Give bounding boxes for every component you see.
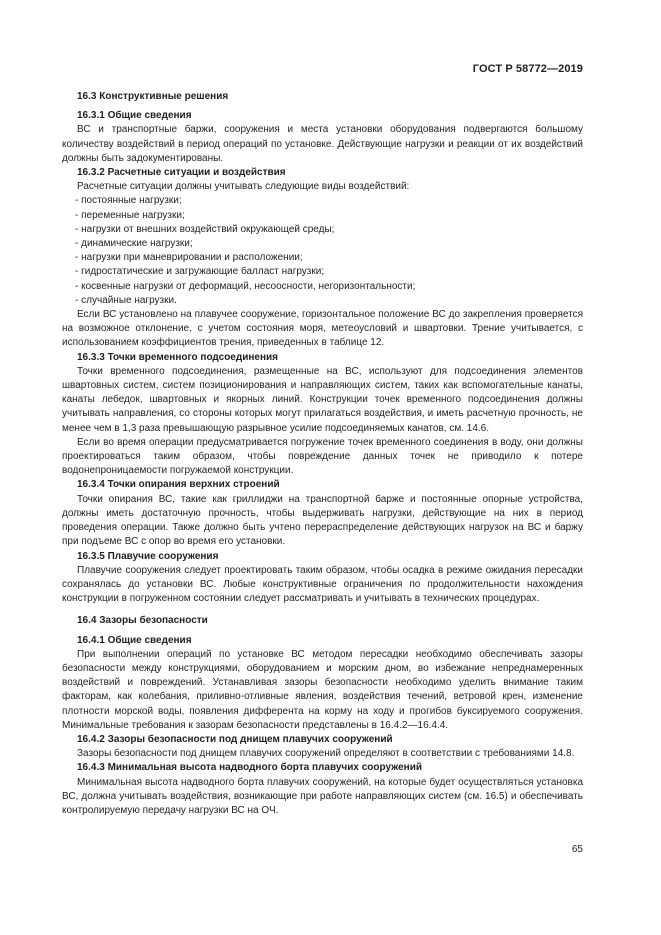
subsection-heading: 16.3.2 Расчетные ситуации и воздействия	[77, 167, 286, 179]
list-item: - нагрузки от внешних воздействий окружающей среды;	[75, 223, 335, 235]
list-item: - динамические нагрузки;	[75, 238, 193, 250]
paragraph: Если во время операции предусматривается погружение точек временного соединения в воду, они должны проектироваться таким образом, чтобы повреждение данных точек не приводило к потере водонепроницаемости погружаемой конструкции.	[62, 436, 583, 477]
subsection-heading: 16.3.3 Точки временного подсоединения	[77, 351, 278, 363]
paragraph: Точки опирания ВС, такие как гриллиджи на транспортной барже и постоянные опорные устройства, должны иметь достаточную прочность, чтобы выдерживать нагрузки, действующие на них в период проведения операции. Также должно быть учтено перераспределение действующих нагрузок на ВС и баржу при подъеме ВС с опор во время его установки.	[62, 493, 583, 548]
paragraph: ВС и транспортные баржи, сооружения и места установки оборудования подвергаются большому количеству воздействий в период операций по установке. Действующие нагрузки и реакции от их воздействий должны быть задокументированы.	[62, 124, 583, 164]
paragraph: Плавучие сооружения следует проектировать таким образом, чтобы осадка в режиме ожидания пересадки сохранялась до установки ВС. Любые конструктивные ограничения по продолжительности нахождения конструкции в погруженном состоянии следует рассматривать и учитывать в технических процедурах.	[62, 564, 583, 605]
list-item: - постоянные нагрузки;	[75, 195, 182, 207]
paragraph: Если ВС установлено на плавучее сооружение, горизонтальное положение ВС до закрепления проверяется на возможное отклонение, с учетом состояния моря, метеоусловий и швартовки. Трение учитывается, с использованием коэффициентов трения, приведенных в таблице 12.	[62, 309, 583, 349]
list-item: - гидростатические и загружающие балласт нагрузки;	[75, 266, 325, 278]
list-item: - косвенные нагрузки от деформаций, несоосности, негоризонтальности;	[75, 280, 416, 292]
paragraph: Расчетные ситуации должны учитывать следующие виды воздействий:	[77, 181, 410, 193]
list-item: - случайные нагрузки.	[75, 294, 177, 306]
subsection-heading: 16.4.1 Общие сведения	[77, 634, 192, 646]
page-number: 65	[571, 844, 583, 855]
subsection-heading: 16.3.1 Общие сведения	[77, 110, 192, 122]
subsection-heading: 16.4.2 Зазоры безопасности под днищем плавучих сооружений	[77, 733, 393, 745]
paragraph: Минимальная высота надводного борта плавучих сооружений, на которые будет осуществляться установка ВС, должна учитывать воздействия, возникающие при работе направляющих систем (см. 16.5) и обеспечивать контролируемую передачу нагрузки ВС на ОЧ.	[62, 776, 583, 816]
subsection-heading: 16.4.3 Минимальная высота надводного борта плавучих сооружений	[77, 762, 422, 774]
subsection-heading: 16.3.4 Точки опирания верхних строений	[77, 479, 280, 491]
paragraph: Зазоры безопасности под днищем плавучих сооружений определяют в соответствии с требованиями 14.8.	[77, 748, 575, 760]
paragraph: Точки временного подсоединения, размещенные на ВС, используют для подсоединения элементов швартовных систем, систем позиционирования и направляющих систем, таких как вспомогательные канаты, канаты лебедок, швартовных и якорных линий. Конструкции точек временного подсоединения должны учитывать направления, со стороны которых могут прилагаться воздействия, и иметь расчетную прочность, не менее чем в 1,3 раза превышающую разрывное усилие подсоединяемых канатов, см. 14.6.	[62, 365, 583, 434]
paragraph: При выполнении операций по установке ВС методом пересадки необходимо обеспечивать зазоры безопасности между конструкциями, оборудованием и морским дном, во избежание непреднамеренных воздействий и повреждений. Устанавливая зазоры безопасности необходимо уделить внимание таким факторам, как колебания, приливно-отливные явления, воздействия течений, ветровой крен, изменение плотности морской воды, появления дифферента на корму на ходу и прогибов буксируемого сооружения. Минимальные требования к зазорам безопасности представлены в 16.4.2—16.4.4.	[62, 648, 583, 731]
list-item: - нагрузки при маневрировании и расположении;	[75, 252, 303, 264]
section-heading: 16.3 Конструктивные решения	[77, 91, 229, 102]
list-item: - переменные нагрузки;	[75, 209, 185, 221]
subsection-heading: 16.3.5 Плавучие сооружения	[77, 550, 219, 562]
page-content	[62, 90, 583, 818]
section-heading: 16.4 Зазоры безопасности	[77, 615, 208, 627]
document-code: ГОСТ Р 58772—2019	[472, 63, 583, 75]
